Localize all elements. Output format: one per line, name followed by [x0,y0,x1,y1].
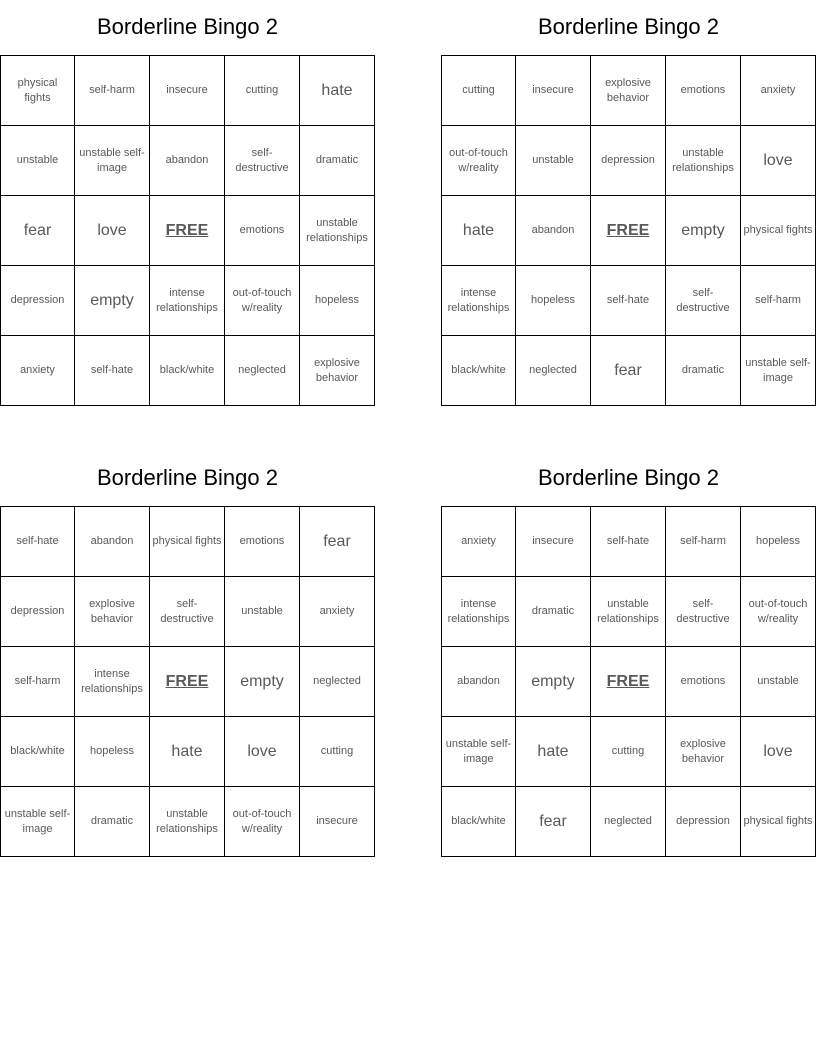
bingo-cell: emotions [666,55,741,126]
bingo-cell: out-of-touch w/reality [225,787,300,857]
bingo-cell: self-destructive [666,577,741,647]
bingo-cell: depression [0,577,75,647]
bingo-cell: hopeless [300,266,375,336]
bingo-cell: insecure [300,787,375,857]
bingo-cell: dramatic [666,336,741,406]
bingo-cell: depression [0,266,75,336]
bingo-cell: love [225,717,300,787]
bingo-cell: anxiety [741,55,816,126]
bingo-grid [441,55,816,406]
bingo-cell: out-of-touch w/reality [741,577,816,647]
bingo-cell: unstable self-image [741,336,816,406]
bingo-cell: hate [300,55,375,126]
bingo-cell: black/white [441,336,516,406]
bingo-cell: self-harm [75,55,150,126]
bingo-cell: intense relationships [150,266,225,336]
bingo-cell: out-of-touch w/reality [225,266,300,336]
card-title: Borderline Bingo 2 [96,465,278,490]
bingo-cell: dramatic [300,126,375,196]
bingo-cell: fear [516,787,591,857]
bingo-cell: fear [0,196,75,266]
bingo-grid [0,55,375,406]
bingo-cell: neglected [516,336,591,406]
bingo-cell: unstable [225,577,300,647]
bingo-cell: self-destructive [666,266,741,336]
bingo-cell: self-destructive [225,126,300,196]
bingo-cell: empty [75,266,150,336]
bingo-cell: physical fights [741,196,816,266]
bingo-cell: depression [591,126,666,196]
bingo-cell: unstable relationships [300,196,375,266]
bingo-cell: abandon [516,196,591,266]
bingo-cell: empty [666,196,741,266]
bingo-cell: black/white [0,717,75,787]
bingo-cell: self-harm [0,647,75,717]
bingo-cell: explosive behavior [666,717,741,787]
bingo-cell: cutting [591,717,666,787]
free-space: FREE [150,647,225,717]
bingo-cell: fear [591,336,666,406]
bingo-cell: unstable relationships [591,577,666,647]
bingo-grid [441,506,816,857]
bingo-cell: insecure [516,506,591,577]
bingo-grid [0,506,375,857]
bingo-cell: anxiety [441,506,516,577]
bingo-cell: neglected [225,336,300,406]
bingo-cell: intense relationships [441,266,516,336]
bingo-cell: intense relationships [75,647,150,717]
bingo-cell: explosive behavior [75,577,150,647]
free-space: FREE [150,196,225,266]
bingo-cell: hate [441,196,516,266]
bingo-cell: unstable [0,126,75,196]
bingo-cell: cutting [441,55,516,126]
bingo-cell: love [741,717,816,787]
bingo-cell: black/white [150,336,225,406]
free-space: FREE [591,647,666,717]
bingo-cell: emotions [225,196,300,266]
bingo-cell: neglected [591,787,666,857]
bingo-cell: depression [666,787,741,857]
bingo-card-4 [441,451,816,857]
bingo-cell: intense relationships [441,577,516,647]
bingo-cell: dramatic [516,577,591,647]
bingo-cell: abandon [150,126,225,196]
bingo-card-2 [441,0,816,406]
bingo-cell: insecure [516,55,591,126]
bingo-cell: unstable self-image [441,717,516,787]
bingo-cell: hate [516,717,591,787]
bingo-cell: explosive behavior [300,336,375,406]
bingo-cell: cutting [225,55,300,126]
bingo-cell: unstable relationships [666,126,741,196]
bingo-cell: self-hate [0,506,75,577]
bingo-cell: neglected [300,647,375,717]
bingo-cell: unstable [741,647,816,717]
card-title: Borderline Bingo 2 [96,14,278,39]
bingo-cell: insecure [150,55,225,126]
bingo-card-3 [0,451,375,857]
bingo-cell: self-hate [591,266,666,336]
bingo-cell: emotions [666,647,741,717]
bingo-card-1 [0,0,375,406]
bingo-cell: cutting [300,717,375,787]
bingo-cell: hopeless [75,717,150,787]
bingo-cell: emotions [225,506,300,577]
bingo-cell: self-hate [75,336,150,406]
bingo-cell: black/white [441,787,516,857]
bingo-cell: unstable self-image [75,126,150,196]
bingo-cell: empty [516,647,591,717]
bingo-cell: physical fights [150,506,225,577]
bingo-cell: abandon [441,647,516,717]
bingo-cell: self-harm [666,506,741,577]
bingo-cell: dramatic [75,787,150,857]
bingo-cell: anxiety [0,336,75,406]
bingo-cell: hate [150,717,225,787]
card-title: Borderline Bingo 2 [537,14,719,39]
bingo-cell: self-destructive [150,577,225,647]
bingo-cell: physical fights [741,787,816,857]
bingo-cell: self-hate [591,506,666,577]
bingo-cell: love [75,196,150,266]
bingo-cell: love [741,126,816,196]
free-space: FREE [591,196,666,266]
bingo-cell: explosive behavior [591,55,666,126]
bingo-cell: unstable [516,126,591,196]
bingo-cell: hopeless [516,266,591,336]
bingo-cell: unstable self-image [0,787,75,857]
bingo-cell: unstable relationships [150,787,225,857]
bingo-cell: fear [300,506,375,577]
bingo-cell: abandon [75,506,150,577]
bingo-cell: out-of-touch w/reality [441,126,516,196]
card-title: Borderline Bingo 2 [537,465,719,490]
bingo-cell: physical fights [0,55,75,126]
bingo-cell: empty [225,647,300,717]
bingo-cell: self-harm [741,266,816,336]
bingo-cell: hopeless [741,506,816,577]
bingo-cell: anxiety [300,577,375,647]
